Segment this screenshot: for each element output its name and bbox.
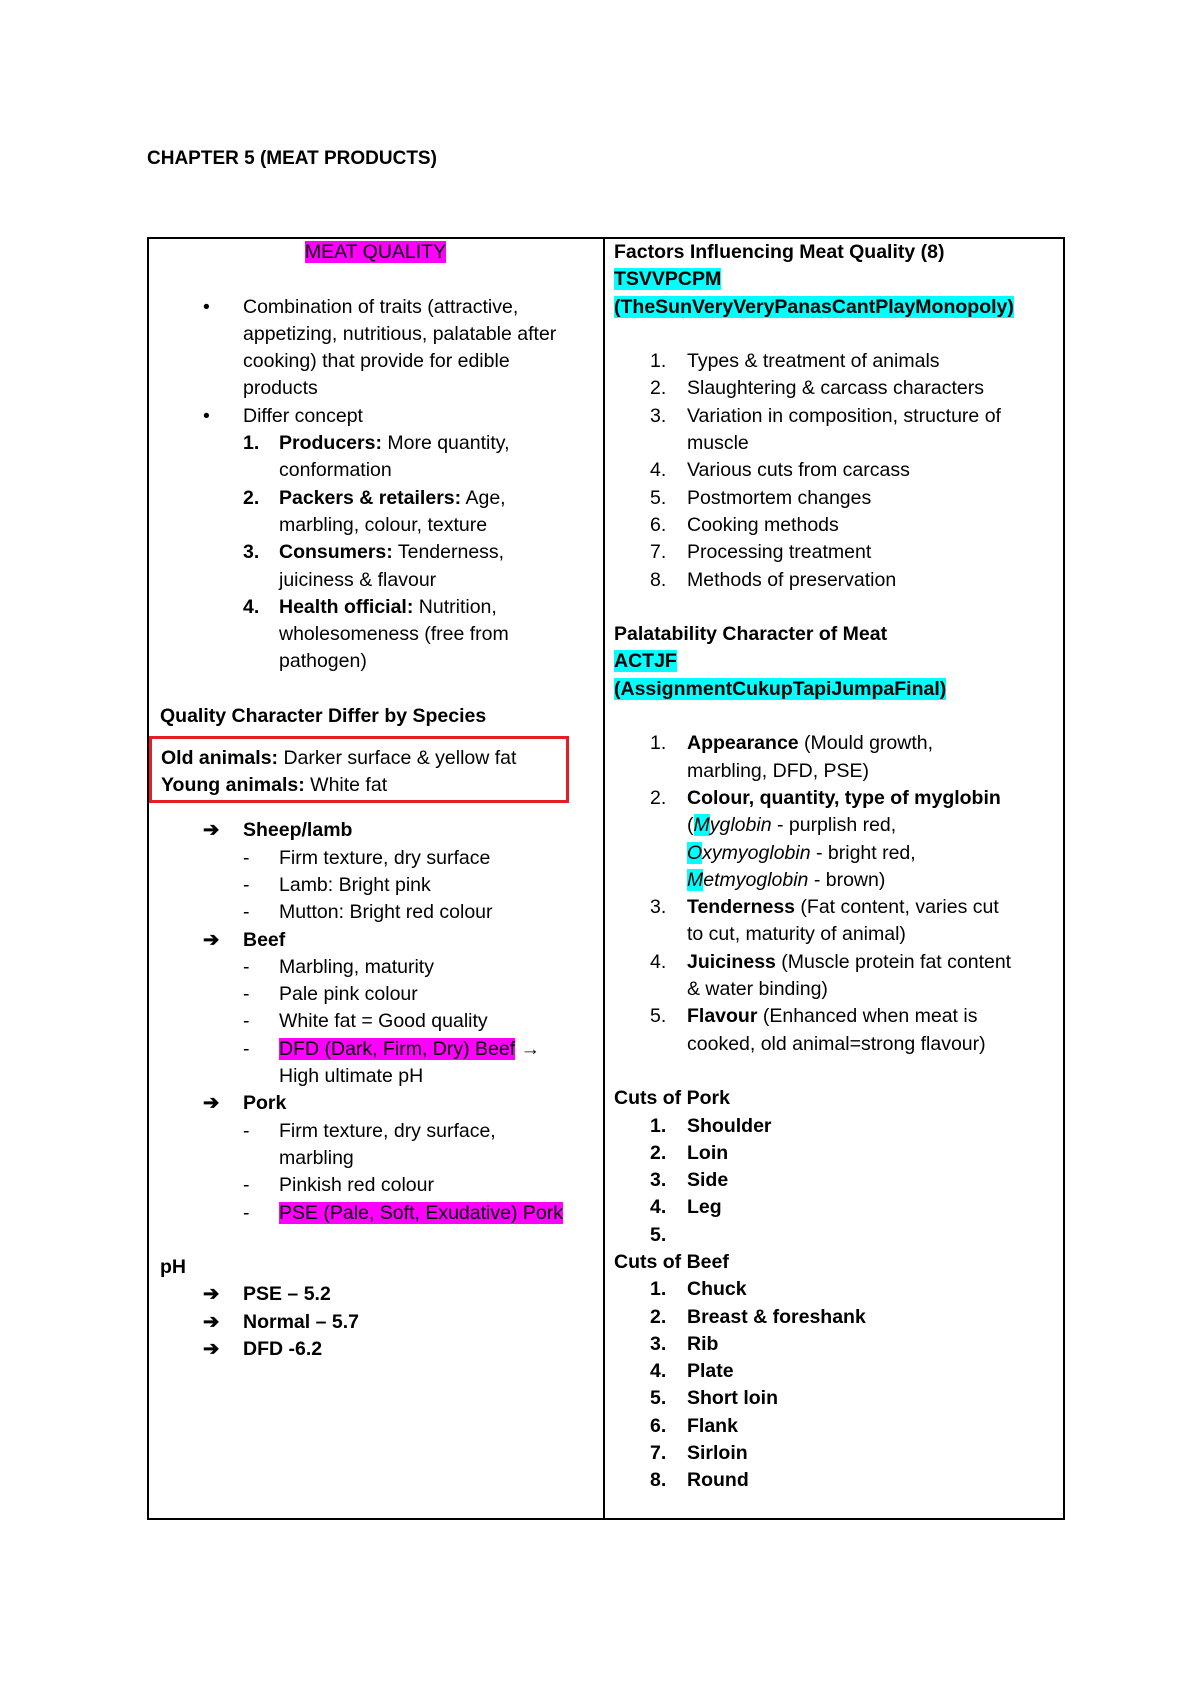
right-column	[605, 239, 1063, 1518]
meat-quality-heading: MEAT QUALITY	[304, 241, 447, 263]
page-title: CHAPTER 5 (MEAT PRODUCTS)	[147, 148, 437, 169]
palatability-code: ACTJF	[614, 650, 677, 673]
ph-item: ➔ PSE – 5.2	[203, 1283, 331, 1306]
list-item: 7. Processing treatment	[650, 541, 872, 564]
list-item: 2. Loin	[650, 1141, 729, 1164]
list-item: 4. Various cuts from carcass	[650, 459, 910, 482]
ph-item: ➔ DFD -6.2	[203, 1337, 323, 1360]
list-item: 1. Appearance (Mould growth,	[650, 732, 934, 755]
list-item: 1. Shoulder	[650, 1114, 772, 1137]
list-item: 7. Sirloin	[650, 1442, 748, 1465]
list-item: 5. Flavour (Enhanced when meat is	[650, 1005, 978, 1028]
list-item-cont: cooked, old animal=strong flavour)	[687, 1032, 986, 1055]
list-item: 2. Breast & foreshank	[650, 1305, 866, 1328]
dfd-highlight: DFD (Dark, Firm, Dry) Beef	[279, 1037, 516, 1060]
concept-item: 3. Consumers: Tenderness,	[243, 541, 505, 564]
list-item: 8. Round	[650, 1469, 749, 1492]
factors-code: TSVVPCPM	[614, 268, 722, 291]
list-item: - Pale pink colour	[243, 983, 418, 1006]
list-item: 5. Short loin	[650, 1387, 778, 1410]
notes-table	[147, 237, 1065, 1520]
pork-cuts-heading: Cuts of Pork	[614, 1087, 730, 1110]
list-item: 8. Methods of preservation	[650, 568, 897, 591]
list-item: 4. Leg	[650, 1196, 722, 1219]
concept-item-cont: pathogen)	[279, 650, 367, 673]
species-sheep: ➔ Sheep/lamb	[203, 819, 353, 842]
beef-cuts-heading: Cuts of Beef	[614, 1250, 729, 1273]
list-item-cont: to cut, maturity of animal)	[687, 923, 906, 946]
concept-item-cont: conformation	[279, 459, 392, 482]
concept-item-cont: marbling, colour, texture	[279, 513, 488, 536]
left-column	[149, 239, 605, 1518]
list-item: - Mutton: Bright red colour	[243, 901, 493, 924]
species-heading: Quality Character Differ by Species	[160, 705, 487, 728]
palatability-mnemonic: (AssignmentCukupTapiJumpaFinal)	[614, 677, 947, 700]
list-item-cont: cooking) that provide for edible	[243, 350, 510, 373]
list-item: 1. Chuck	[650, 1278, 747, 1301]
list-item: • Combination of traits (attractive,	[203, 295, 519, 318]
list-item: 3. Variation in composition, structure of	[650, 404, 1001, 427]
pse-highlight: PSE (Pale, Soft, Exudative) Pork	[279, 1201, 563, 1224]
list-item: - Lamb: Bright pink	[243, 873, 431, 896]
list-item: - White fat = Good quality	[243, 1010, 488, 1033]
ph-heading: pH	[160, 1256, 186, 1279]
list-item: 6. Cooking methods	[650, 513, 839, 536]
list-item: - Firm texture, dry surface	[243, 846, 491, 869]
factors-heading: Factors Influencing Meat Quality (8)	[614, 241, 945, 263]
concept-item-cont: juiciness & flavour	[279, 568, 437, 591]
list-item-cont: Metmyoglobin - brown)	[687, 868, 886, 891]
concept-item-cont: wholesomeness (free from	[279, 623, 509, 646]
age-callout-box: Old animals: Darker surface & yellow fat Young animals: White fat	[149, 736, 569, 803]
list-item: - Marbling, maturity	[243, 955, 434, 978]
list-item-cont: (Myglobin - purplish red,	[687, 814, 897, 837]
factors-mnemonic: (TheSunVeryVeryPanasCantPlayMonopoly)	[614, 295, 1014, 318]
list-item-cont: Oxymyoglobin - bright red,	[687, 841, 916, 864]
list-item: - Firm texture, dry surface,	[243, 1119, 496, 1142]
list-item: 4. Juiciness (Muscle protein fat content	[650, 950, 1012, 973]
list-item: 4. Plate	[650, 1360, 734, 1383]
list-item-cont: muscle	[687, 432, 749, 455]
list-item: 3. Side	[650, 1169, 729, 1192]
list-item: 6. Flank	[650, 1414, 738, 1437]
concept-item: 4. Health official: Nutrition,	[243, 595, 497, 618]
list-item-cont: & water binding)	[687, 978, 828, 1001]
list-item-cont: marbling	[279, 1146, 354, 1169]
concept-item: 2. Packers & retailers: Age,	[243, 486, 506, 509]
list-item: 3. Rib	[650, 1332, 719, 1355]
ph-item: ➔ Normal – 5.7	[203, 1310, 359, 1333]
list-item-cont: products	[243, 377, 318, 400]
list-item: 3. Tenderness (Fat content, varies cut	[650, 896, 999, 919]
list-item: - PSE (Pale, Soft, Exudative) Pork	[243, 1201, 563, 1224]
list-item-cont: appetizing, nutritious, palatable after	[243, 322, 557, 345]
list-item-cont: marbling, DFD, PSE)	[687, 759, 870, 782]
list-item-cont: High ultimate pH	[279, 1065, 424, 1088]
list-item: 2. Slaughtering & carcass characters	[650, 377, 984, 400]
list-item: 2. Colour, quantity, type of myglobin	[650, 786, 1001, 809]
list-item: • Differ concept	[203, 404, 363, 427]
meat-quality-heading-row	[160, 239, 591, 266]
concept-item: 1. Producers: More quantity,	[243, 432, 510, 455]
palatability-heading: Palatability Character of Meat	[614, 623, 888, 646]
list-item: 5.	[650, 1223, 667, 1246]
list-item: 5. Postmortem changes	[650, 486, 872, 509]
list-item: - Pinkish red colour	[243, 1174, 434, 1197]
list-item: - DFD (Dark, Firm, Dry) Beef →	[243, 1037, 541, 1060]
list-item: 1. Types & treatment of animals	[650, 350, 940, 373]
species-pork: ➔ Pork	[203, 1092, 287, 1115]
species-beef: ➔ Beef	[203, 928, 286, 951]
